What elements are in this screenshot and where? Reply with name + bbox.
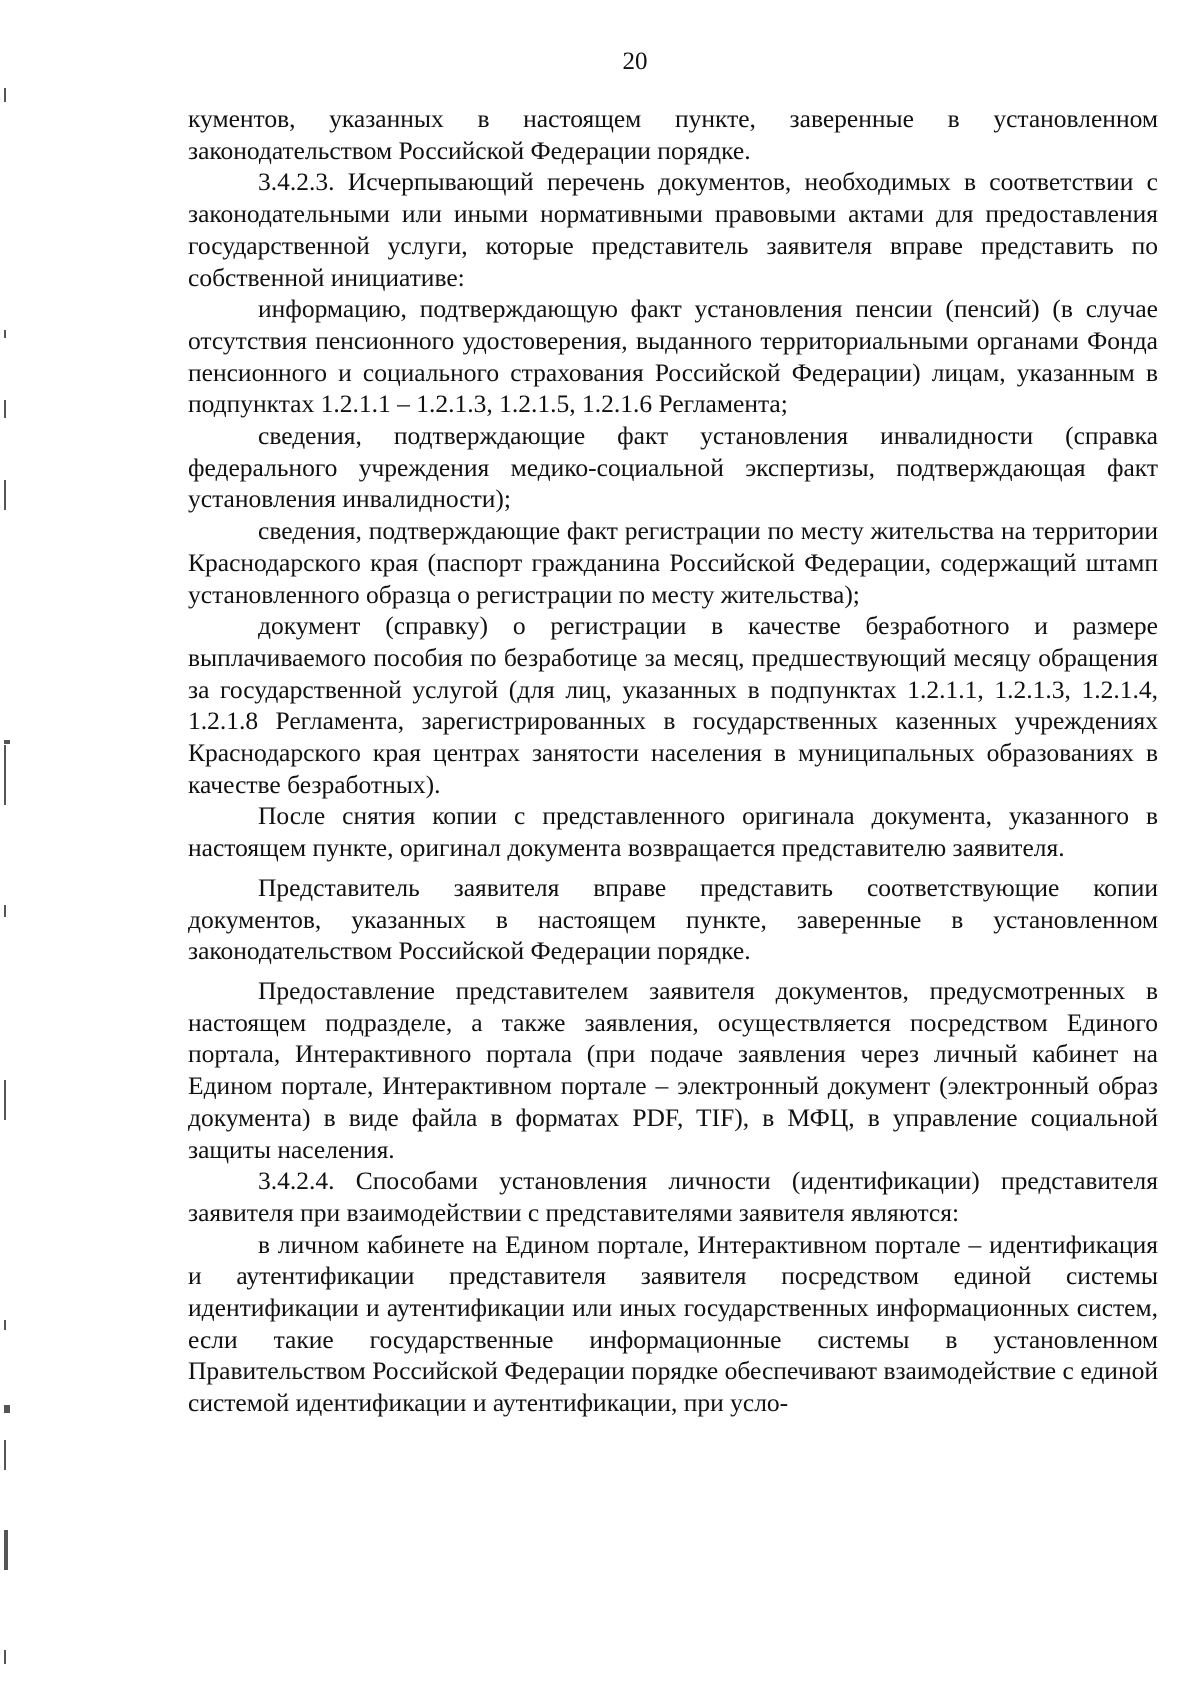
paragraph-original-return: После снятия копии с представленного оригинала документа, указанного в настоящем пункте, оригинал документа возвращается представителю заявителя.	[188, 801, 1158, 863]
paragraph-pension-info: информацию, подтверждающую факт установления пенсии (пенсий) (в случае отсутствия пенсионного удостоверения, выданного территориальными органами Фонда пенсионного и социального страхования Российской Федерации) лицам, указанным в подпунктах 1.2.1.1 – 1.2.1.3, 1.2.1.5, 1.2.1.6 Регламента;	[188, 294, 1158, 419]
paragraph-copies: Представитель заявителя вправе представить соответствующие копии документов, указанных в настоящем пункте, заверенные в установленном законодательством Российской Федерации порядке.	[188, 872, 1158, 966]
paragraph-unemployment-doc: документ (справку) о регистрации в качестве безработного и размере выплачиваемого пособия по безработице за месяц, предшествующий месяцу обращения за государственной услугой (для лиц, указанных в подпунктах 1.2.1.1, 1.2.1.3, 1.2.1.4, 1.2.1.8 Регламента, зарегистрированных в государственных казенных учреждениях Краснодарского края центрах занятости населения в муниципальных образованиях в качестве безработных).	[188, 611, 1158, 799]
paragraph-continuation: кументов, указанных в настоящем пункте, заверенные в установленном законодательством Российской Федерации порядке.	[188, 104, 1158, 165]
page-number: 20	[622, 48, 648, 75]
paragraph-3-4-2-3: 3.4.2.3. Исчерпывающий перечень документов, необходимых в соответствии с законодательными или иными нормативными правовыми актами для предоставления государственной услуги, которые представитель заявителя вправе представить по собственной инициативе:	[188, 167, 1158, 292]
paragraph-registration-info: сведения, подтверждающие факт регистрации по месту жительства на территории Краснодарского края (паспорт гражданина Российской Федерации, содержащий штамп установленного образца о регистрации по месту жительства);	[188, 516, 1158, 609]
paragraph-disability-info: сведения, подтверждающие факт установления инвалидности (справка федерального учреждения медико-социальной экспертизы, подтверждающая факт установления инвалидности);	[188, 421, 1158, 514]
scan-edge-artifacts	[0, 0, 14, 1697]
paragraph-submission: Предоставление представителем заявителя документов, предусмотренных в настоящем подразделе, а также заявления, осуществляется посредством Единого портала, Интерактивного портала (при подаче заявления через личный кабинет на Едином портале, Интерактивном портале – электронный документ (электронный образ документа) в виде файла в форматах PDF, TIF), в МФЦ, в управление социальной защиты населения.	[188, 975, 1158, 1164]
paragraph-3-4-2-4: 3.4.2.4. Способами установления личности (идентификации) представителя заявителя при взаимодействии с представителями заявителя являются:	[188, 1166, 1158, 1227]
document-body	[188, 103, 1158, 1419]
paragraph-personal-cabinet: в личном кабинете на Едином портале, Интерактивном портале – идентификация и аутентификации представителя заявителя посредством единой системы идентификации и аутентификации или иных государственных информационных систем, если такие государственные информационные системы в установленном Правительством Российской Федерации порядке обеспечивают взаимодействие с единой системой идентификации и аутентификации, при усло-	[188, 1229, 1158, 1418]
